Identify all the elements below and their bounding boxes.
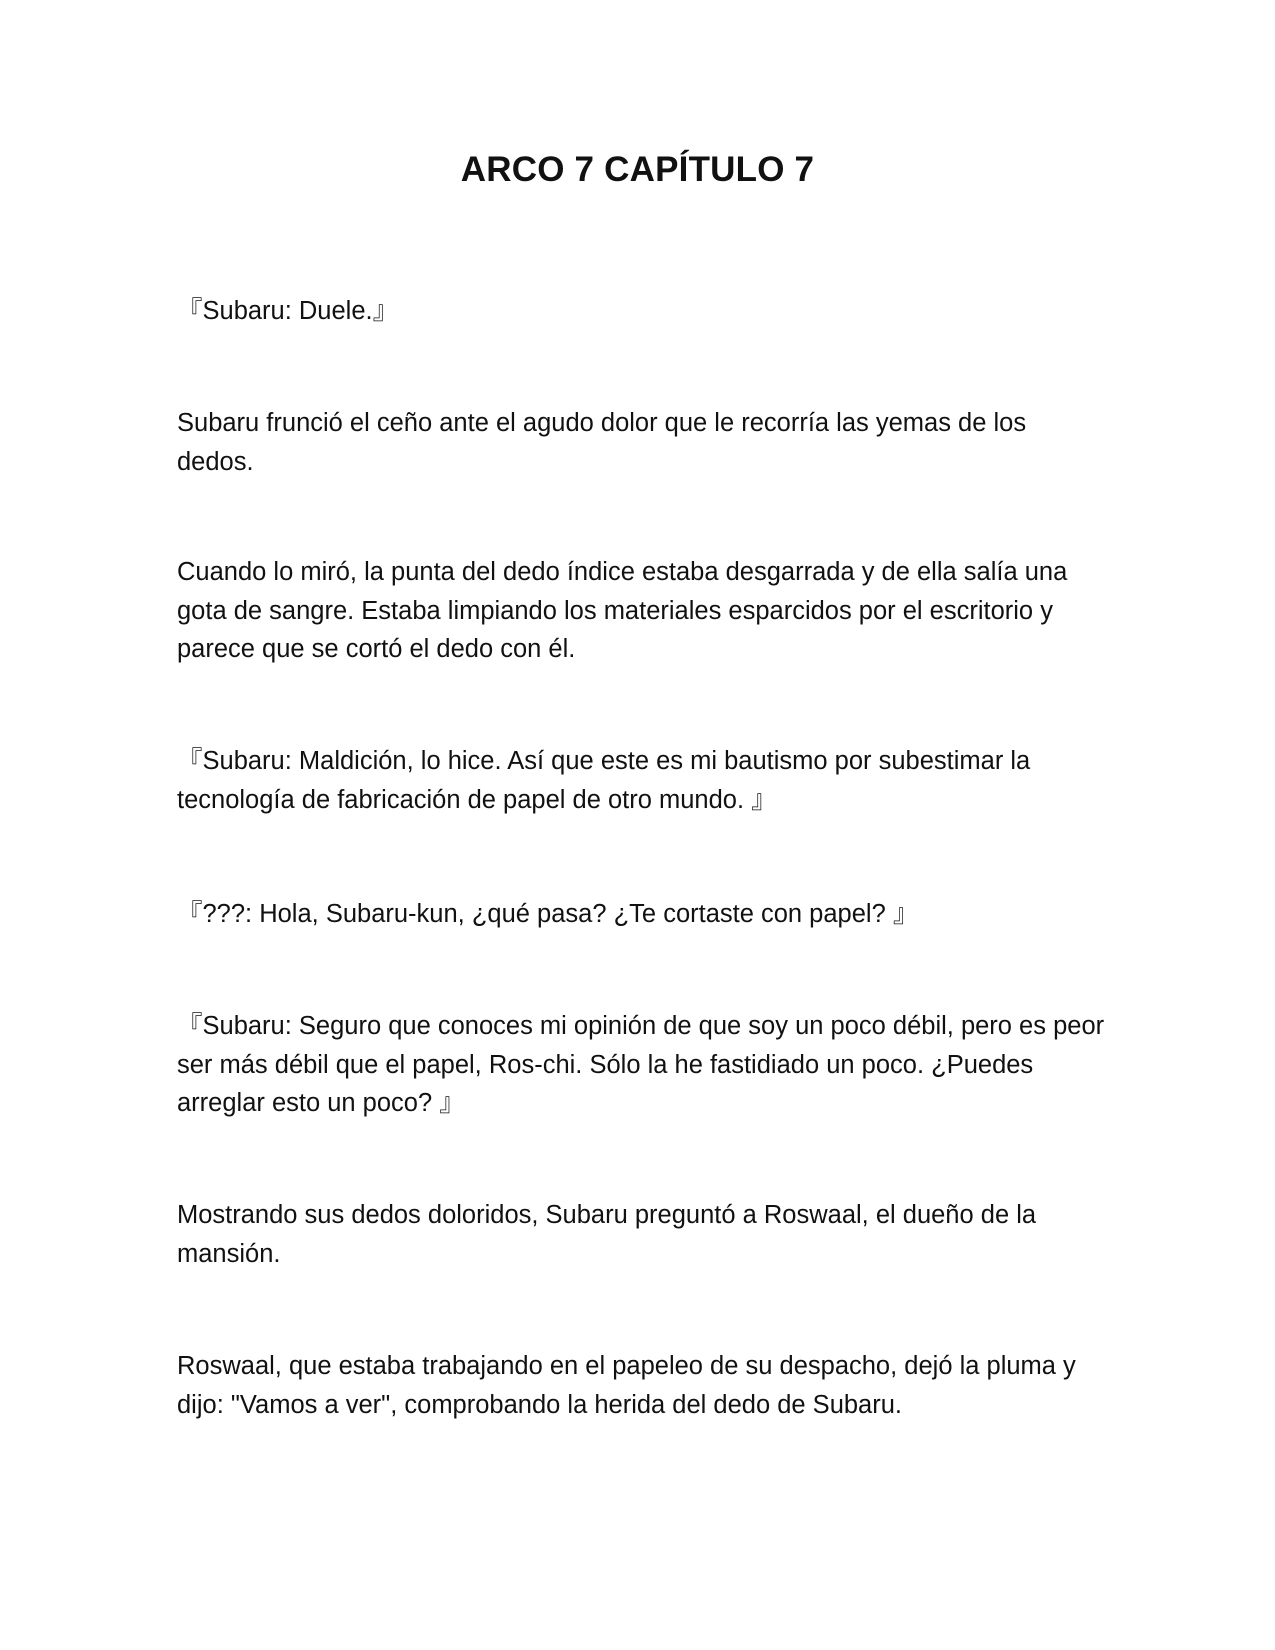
narration-paragraph: Roswaal, que estaba trabajando en el papeleo de su despacho, dejó la pluma y dijo: "Vamos a ver", comprobando la herida del dedo de Subaru. bbox=[177, 1352, 1076, 1419]
dialogue-paragraph: 『Subaru: Duele.』 bbox=[177, 297, 399, 325]
dialogue-paragraph: 『Subaru: Maldición, lo hice. Así que este es mi bautismo por subestimar la tecnología de fabricación de papel de otro mundo. 』 bbox=[177, 747, 1031, 814]
dialogue-paragraph: 『Subaru: Seguro que conoces mi opinión de que soy un poco débil, pero es peor ser más débil que el papel, Ros-chi. Sólo la he fastidiado un poco. ¿Puedes arreglar esto un poco? 』 bbox=[177, 1012, 1105, 1117]
dialogue-paragraph: 『???: Hola, Subaru-kun, ¿qué pasa? ¿Te cortaste con papel? 』 bbox=[177, 900, 919, 928]
narration-paragraph: Mostrando sus dedos doloridos, Subaru preguntó a Roswaal, el dueño de la mansión. bbox=[177, 1201, 1037, 1268]
narration-paragraph: Cuando lo miró, la punta del dedo índice estaba desgarrada y de ella salía una gota de sangre. Estaba limpiando los materiales esparcidos por el escritorio y parece que se cortó el dedo con él. bbox=[177, 558, 1068, 663]
narration-paragraph: Subaru frunció el ceño ante el agudo dolor que le recorría las yemas de los dedos. bbox=[177, 409, 1027, 476]
chapter-title: ARCO 7 CAPÍTULO 7 bbox=[460, 150, 815, 189]
